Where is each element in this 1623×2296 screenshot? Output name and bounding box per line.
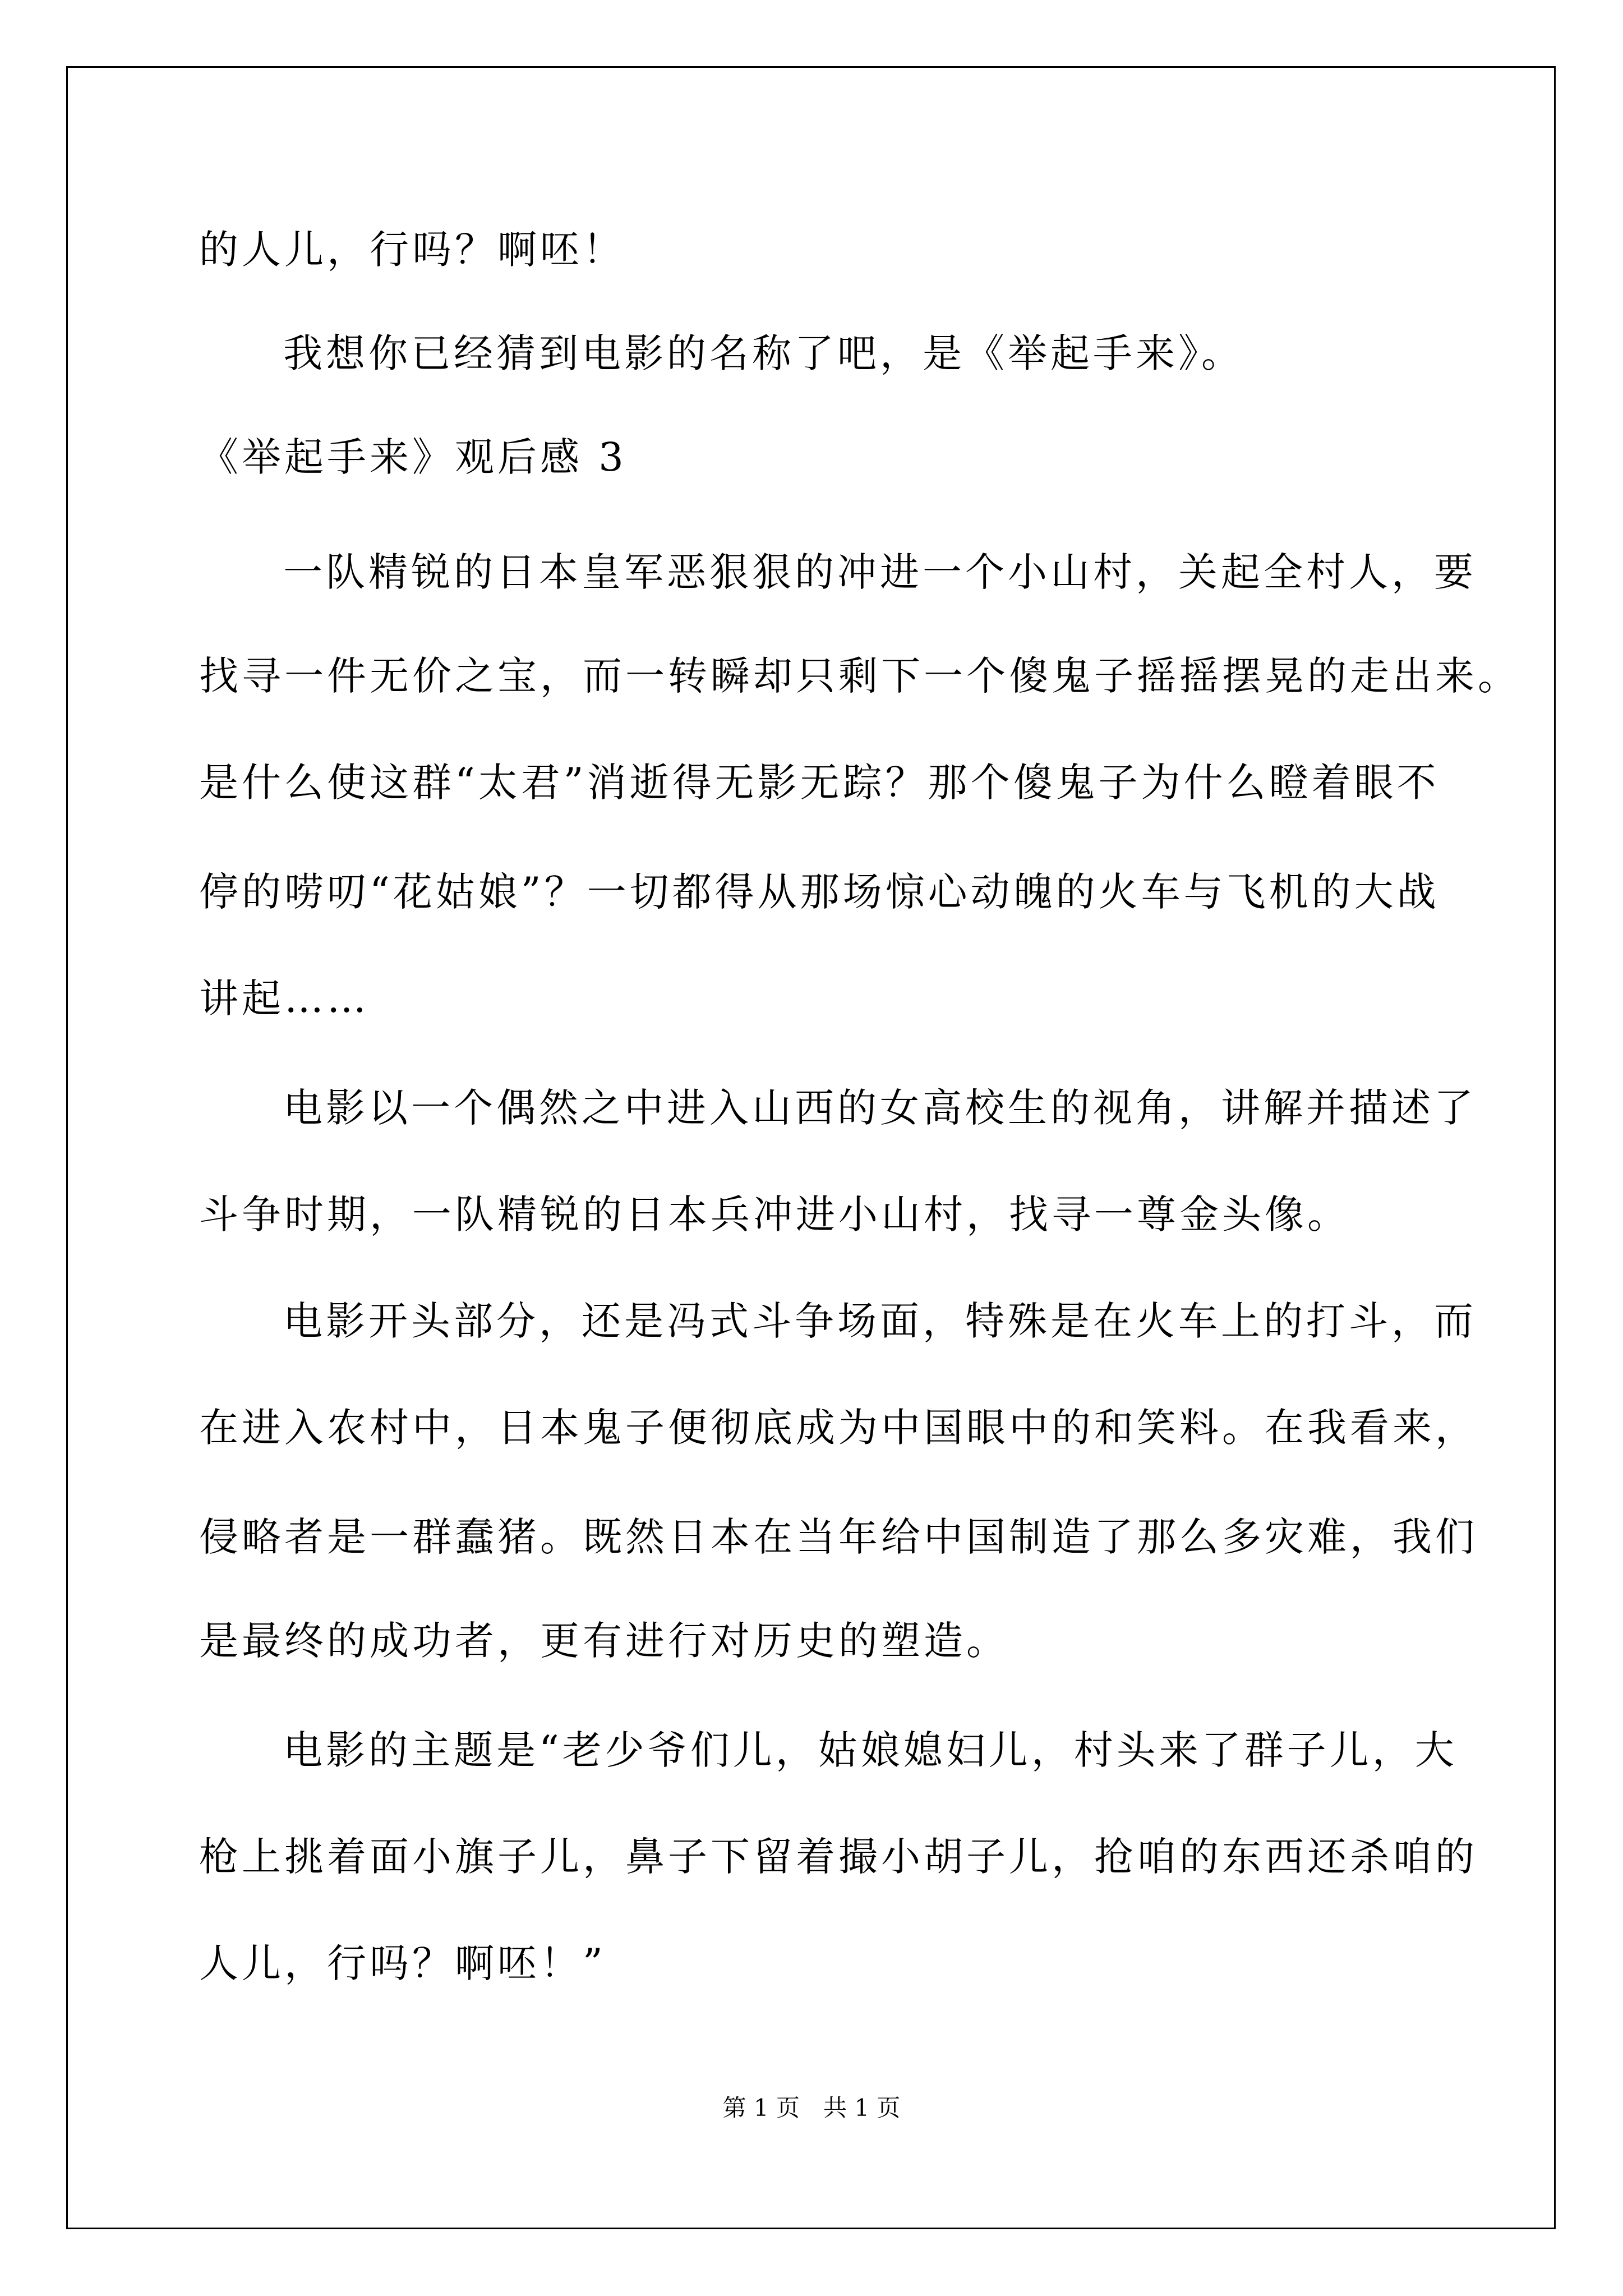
paragraph-line: 电影以一个偶然之中进入山西的女高校生的视角，讲解并描述了: [283, 1085, 1477, 1131]
text-line: 侵略者是一群蠢猪。既然日本在当年给中国制造了那么多灾难，我们: [199, 1514, 1478, 1560]
text-line: 的人儿，行吗？啊呸！: [199, 227, 625, 273]
text-line: 斗争时期，一队精锐的日本兵冲进小山村，找寻一尊金头像。: [199, 1191, 1350, 1237]
section-heading: 《举起手来》观后感 3: [199, 434, 627, 480]
page-number: 第 1 页 共 1 页: [722, 2094, 901, 2122]
text-line: 在进入农村中，日本鬼子便彻底成为中国眼中的和笑料。在我看来，: [199, 1405, 1478, 1451]
text-line: 枪上挑着面小旗子儿，鼻子下留着撮小胡子儿，抢咱的东西还杀咱的: [199, 1834, 1478, 1880]
text-line: 停的唠叨“花姑娘”？一切都得从那场惊心动魄的火车与飞机的大战: [199, 869, 1440, 915]
paragraph-line: 电影的主题是“老少爷们儿，姑娘媳妇儿，村头来了群子儿，大: [283, 1727, 1458, 1773]
text-line: 是最终的成功者，更有进行对历史的塑造。: [199, 1618, 1009, 1664]
paragraph-line: 一队精锐的日本皇军恶狠狠的冲进一个小山村，关起全村人，要: [283, 549, 1477, 595]
text-line: 人儿，行吗？啊呸！”: [199, 1940, 606, 1986]
page-border: [66, 66, 1556, 2229]
text-line: 是什么使这群“太君”消逝得无影无踪？那个傻鬼子为什么瞪着眼不: [199, 760, 1440, 806]
paragraph-line: 我想你已经猜到电影的名称了吧，是《举起手来》。: [283, 330, 1244, 376]
paragraph-line: 电影开头部分，还是冯式斗争场面，特殊是在火车上的打斗，而: [283, 1298, 1477, 1344]
text-line: 找寻一件无价之宝，而一转瞬却只剩下一个傻鬼子摇摇摆晃的走出来。: [199, 653, 1520, 699]
text-line: 讲起……: [199, 976, 370, 1022]
